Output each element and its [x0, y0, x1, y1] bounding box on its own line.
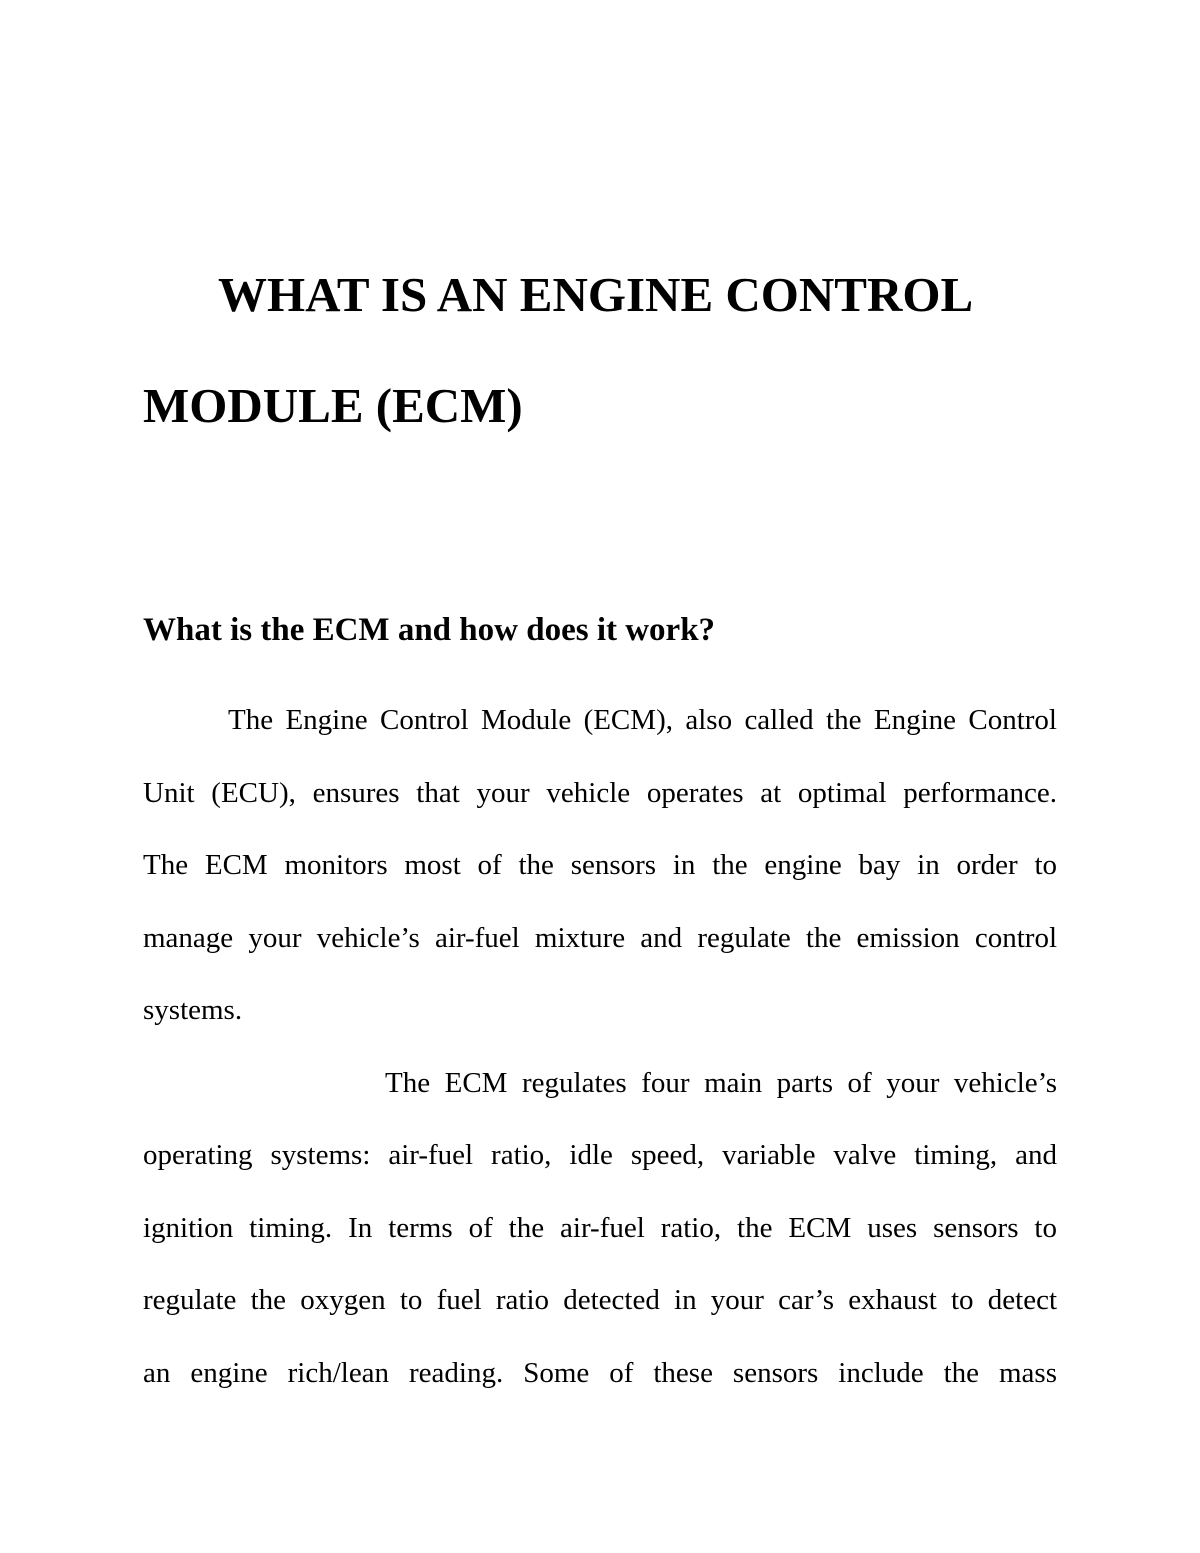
title-line-2: MODULE (ECM) [143, 378, 523, 433]
paragraph-line: manage your vehicle’s air-fuel mixture and regulate the emission control [143, 922, 1057, 954]
title-line-1: WHAT IS AN ENGINE CONTROL [218, 267, 974, 322]
paragraph-line: an engine rich/lean reading. Some of these sensors include the mass [143, 1357, 1057, 1389]
paragraph-line: The Engine Control Module (ECM), also called the Engine Control [228, 704, 1057, 736]
paragraph-line: operating systems: air-fuel ratio, idle speed, variable valve timing, and [143, 1139, 1057, 1171]
paragraph-line: The ECM monitors most of the sensors in the engine bay in order to [143, 849, 1057, 881]
paragraph-line: regulate the oxygen to fuel ratio detected in your car’s exhaust to detect [143, 1284, 1057, 1316]
paragraph-line: systems. [143, 994, 243, 1026]
paragraph-line: The ECM regulates four main parts of your vehicle’s [385, 1067, 1057, 1099]
paragraph-line: Unit (ECU), ensures that your vehicle operates at optimal performance. [143, 777, 1057, 809]
paragraph-line: ignition timing. In terms of the air-fuel ratio, the ECM uses sensors to [143, 1212, 1057, 1244]
section-heading: What is the ECM and how does it work? [143, 612, 716, 648]
